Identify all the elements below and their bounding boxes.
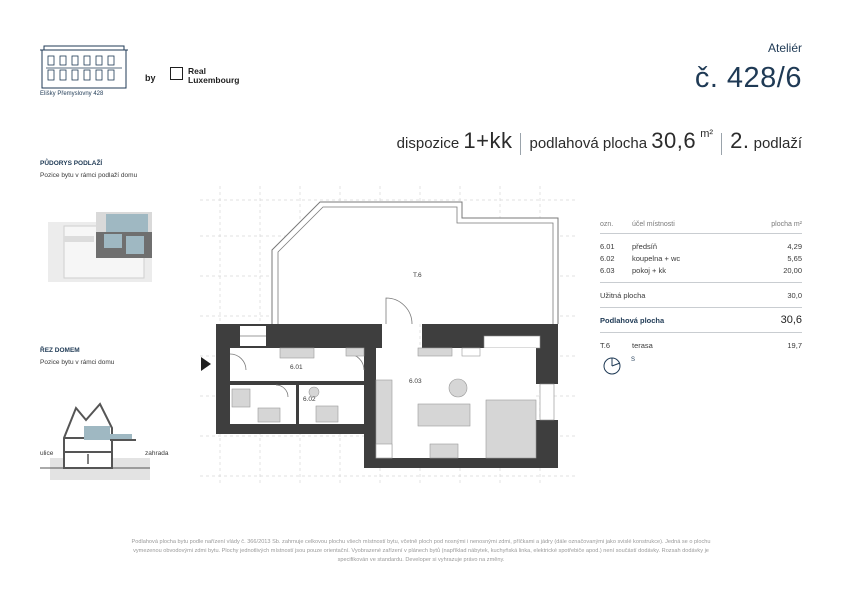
partner-name	[188, 67, 239, 85]
row-code: 6.03	[600, 265, 615, 275]
usable-area-label: Užitná plocha	[600, 290, 646, 300]
table-row	[600, 252, 802, 264]
partner-logo-icon	[170, 67, 183, 80]
table-divider	[600, 307, 802, 308]
row-area: 4,29	[787, 241, 802, 251]
row-name: koupelna + wc	[632, 253, 681, 263]
row-name: předsíň	[632, 241, 658, 251]
disposition-label: dispozice	[396, 135, 460, 152]
row-area: 20,00	[783, 265, 802, 275]
table-divider	[600, 282, 802, 283]
row-code: 6.02	[600, 253, 615, 263]
floor-area-label: Podlahová plocha	[600, 315, 665, 325]
table-divider	[600, 332, 802, 333]
usable-area-row	[600, 289, 802, 301]
terrace-area: 19,7	[787, 340, 802, 350]
terrace-name: terasa	[632, 340, 653, 350]
floor-position-diagram	[44, 208, 156, 286]
usable-area-value: 30,0	[787, 290, 802, 300]
compass-icon	[600, 355, 630, 377]
bath-label: 6.02	[303, 396, 316, 403]
floor-value: 2.	[730, 128, 750, 153]
table-divider	[600, 233, 802, 234]
garden-label: zahrada	[145, 450, 169, 457]
partner-line1: Real	[188, 66, 206, 76]
floorplan-subtitle: Pozice bytu v rámci podlaží domu	[40, 172, 138, 179]
row-area: 5,65	[787, 253, 802, 263]
row-code: 6.01	[600, 241, 615, 251]
row-name: pokoj + kk	[632, 265, 666, 275]
footer-line: Podlahová plocha bytu podle nařízení vlády č. 366/2013 Sb. zahrnuje celkovou plochu všech místností bytu, včetně ploch pod nosnými i nenosnými zdmi, příčkami a jádry (dále označovanými jako svislé konstrukce). Jedná se o plochu	[131, 539, 711, 545]
rooms-table	[600, 218, 802, 230]
floorplan-heading: PŮDORYS PODLAŽÍ	[40, 160, 103, 167]
col-header-name: účel místnosti	[632, 220, 675, 228]
unit-number: č. 428/6	[694, 62, 802, 94]
by-label: by	[145, 73, 156, 83]
building-logo	[38, 44, 130, 90]
terrace-code: T.6	[600, 340, 611, 350]
footer-disclaimer	[40, 538, 802, 565]
building-name: Elišky Přemyslovny 428	[40, 91, 104, 97]
partner-line2: Luxembourg	[188, 75, 240, 85]
compass-label: S	[631, 357, 636, 363]
table-row	[600, 240, 802, 252]
floor-plan	[200, 186, 575, 486]
area-value: 30,6	[651, 128, 697, 153]
terrace-label: T.6	[413, 272, 422, 279]
spec-divider	[520, 133, 521, 155]
building-logo-icon	[38, 44, 130, 90]
section-heading: ŘEZ DOMEM	[40, 347, 80, 354]
area-label: podlahová plocha	[529, 135, 648, 152]
footer-line: vymezenou obvodovými zdmi bytu. Plochy jednotlivých místností jsou pouze orientační. Vyobrazené zařízení v plánech bytů (například nábytek, kuchyňská linka, elektrické spotřebiče apod.) není součástí dodávky. Rozsah dodávky je	[133, 548, 709, 554]
hall-label: 6.01	[290, 364, 303, 371]
spec-divider	[721, 133, 722, 155]
col-header-code: ozn.	[600, 220, 614, 228]
col-header-area: plocha m²	[771, 220, 802, 228]
footer-line: specifikován ve standardu. Developer si vyhrazuje právo na změny.	[337, 557, 505, 563]
section-subtitle: Pozice bytu v rámci domu	[40, 359, 115, 366]
unit-specs	[397, 128, 802, 155]
room-label: 6.03	[409, 378, 422, 385]
unit-category: Ateliér	[767, 41, 802, 55]
building-section-diagram	[40, 398, 152, 484]
floor-label: podlaží	[753, 135, 802, 152]
rooms-table-panel	[600, 218, 802, 377]
disposition-value: 1+kk	[463, 128, 513, 153]
area-unit: m²	[700, 128, 714, 140]
floor-area-row	[600, 314, 802, 326]
table-row	[600, 264, 802, 276]
floor-area-value: 30,6	[780, 314, 802, 326]
compass	[600, 355, 802, 377]
street-label: ulice	[40, 450, 54, 457]
terrace-row	[600, 339, 802, 351]
